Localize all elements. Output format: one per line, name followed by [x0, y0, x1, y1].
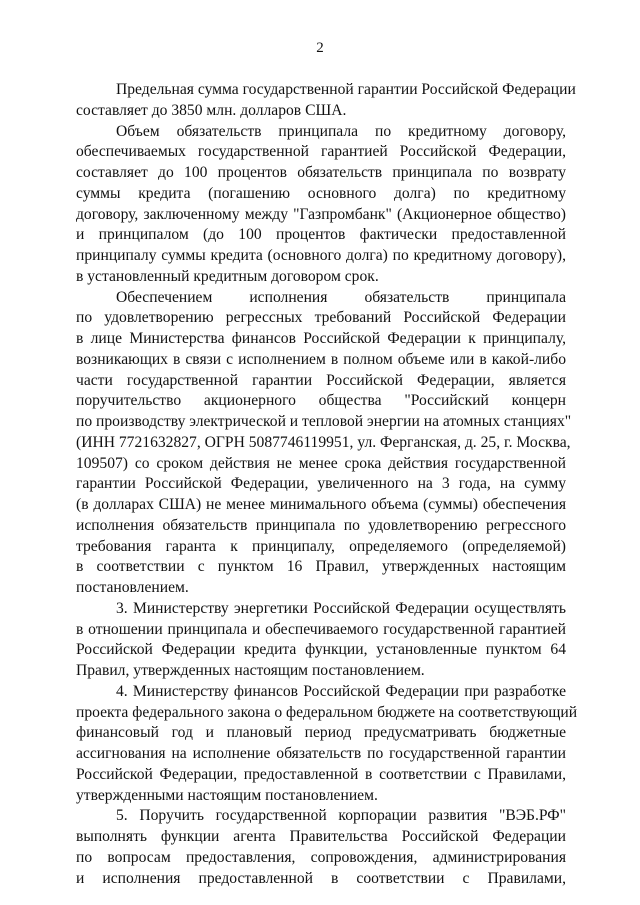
text-line: договору, заключенному между "Газпромбанк" (Акционерное общество) [76, 205, 566, 223]
text-line: по удовлетворению регрессных требований Российской Федерации [76, 309, 566, 327]
document-body [76, 80, 578, 889]
paragraph [76, 682, 578, 807]
text-line: 3. Министерству энергетики Российской Федерации осуществлять [116, 599, 566, 617]
text-line: части государственной гарантии Российской Федерации, является [76, 371, 566, 389]
text-line: 4. Министерству финансов Российской Федерации при разработке [116, 682, 566, 700]
text-line: (ИНН 7721632827, ОГРН 5087746119951, ул. Ферганская, д. 25, г. Москва, [76, 433, 571, 451]
text-line: (в долларах США) не менее минимального объема (суммы) обеспечения [76, 496, 566, 513]
text-line: проекта федерального закона о федеральном бюджете на соответствующий [76, 703, 578, 721]
text-line: 109507) со сроком действия не менее срока действия государственной [76, 454, 566, 472]
paragraph [76, 122, 566, 288]
paragraph [76, 806, 566, 889]
text-line: выполнять функции агента Правительства Российской Федерации [76, 828, 566, 845]
paragraph [76, 80, 576, 122]
text-line: Российской Федерации кредита функции, установленные пунктом 64 [76, 641, 566, 659]
text-line: и принципалом (до 100 процентов фактически предоставленной [76, 226, 566, 244]
text-line: составляет до 3850 млн. долларов США. [76, 101, 347, 119]
text-line: принципалу суммы кредита (основного долга) по кредитному договору), [76, 247, 566, 264]
text-line: постановлением. [76, 579, 189, 596]
text-line: Российской Федерации, предоставленной в соответствии с Правилами, [76, 765, 566, 783]
text-line: составляет до 100 процентов обязательств принципала по возврату [76, 164, 566, 181]
text-line: и исполнения предоставленной в соответствии с Правилами, [76, 869, 566, 887]
text-line: гарантии Российской Федерации, увеличенного на 3 года, на сумму [76, 475, 566, 493]
text-line: требования гаранта к принципалу, определяемого (определяемой) [76, 537, 566, 555]
text-line: ассигнования на исполнение обязательств по государственной гарантии [76, 745, 566, 762]
paragraph [76, 288, 572, 599]
text-line: 5. Поручить государственной корпорации развития "ВЭБ.РФ" [116, 807, 566, 825]
text-line: возникающих в связи с исполнением в полном объеме или в какой-либо [76, 350, 566, 368]
text-line: финансовый год и плановый период предусматривать бюджетные [76, 724, 566, 742]
text-line: в установленный кредитным договором срок. [76, 267, 379, 285]
text-line: обеспечиваемых государственной гарантией Российской Федерации, [76, 143, 566, 161]
text-line: поручительство акционерного общества "Российский концерн [76, 392, 566, 410]
text-line: по производству электрической и тепловой энергии на атомных станциях" [76, 413, 572, 430]
text-line: по вопросам предоставления, сопровождения, администрирования [76, 848, 566, 866]
paragraph [76, 599, 566, 682]
text-line: суммы кредита (погашению основного долга) по кредитному [76, 184, 566, 202]
text-line: в отношении принципала и обеспечиваемого государственной гарантией [76, 620, 566, 638]
text-line: в лице Министерства финансов Российской Федерации к принципалу, [76, 330, 566, 347]
text-line: в соответствии с пунктом 16 Правил, утвержденных настоящим [76, 558, 566, 576]
text-line: Объем обязательств принципала по кредитному договору, [116, 122, 566, 140]
page-number: 2 [316, 40, 324, 56]
text-line: Обеспечением исполнения обязательств принципала [116, 288, 566, 306]
text-line: утвержденными настоящим постановлением. [76, 786, 378, 804]
text-line: Правил, утвержденных настоящим постановлением. [76, 662, 425, 679]
text-line: исполнения обязательств принципала по удовлетворению регрессного [76, 516, 566, 534]
text-line: Предельная сумма государственной гарантии Российской Федерации [116, 81, 576, 98]
